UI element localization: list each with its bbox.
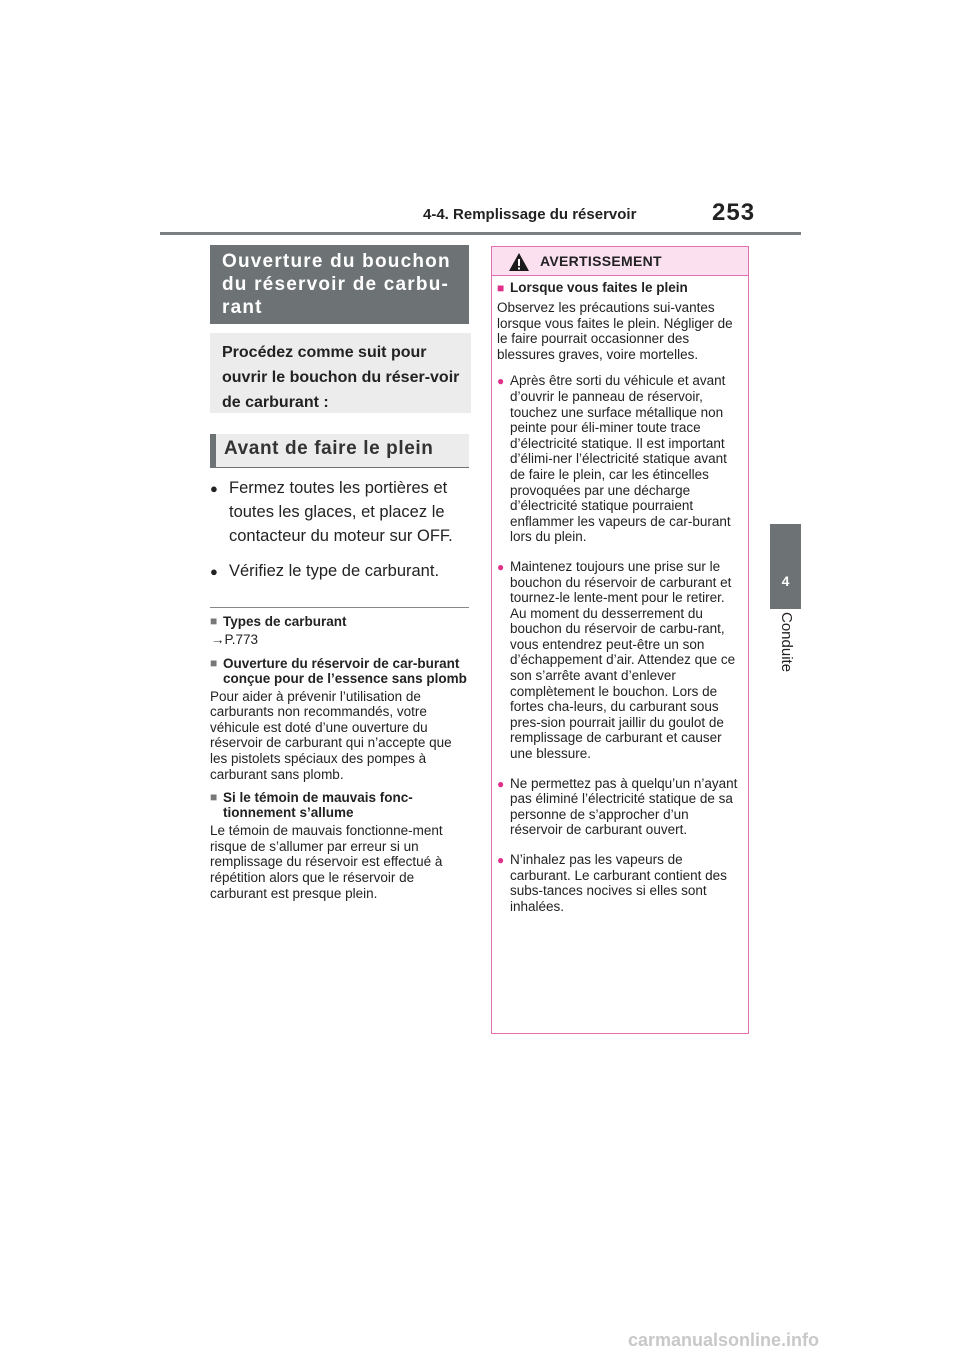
square-bullet-icon: ■ (497, 281, 505, 295)
page-reference[interactable]: →P.773 (211, 632, 259, 647)
chapter-tab (770, 524, 801, 609)
pink-dot-icon: ● (497, 776, 505, 791)
bullet-dot-icon: ● (210, 481, 218, 496)
warning-item-text: Ne permettez pas à quelqu’un n’ayant pas éliminé l’électricité statique de sa personne de s’approcher d’un réservoir de carburant ouvert. (510, 775, 738, 838)
warning-body (497, 280, 743, 928)
list-item (497, 559, 743, 762)
watermark: carmanualsonline.info (628, 1330, 820, 1350)
note-title (210, 790, 468, 820)
chapter-label-wrap (770, 612, 801, 692)
page-number: 253 (712, 199, 756, 226)
note-title-text: Types de carburant (223, 614, 347, 629)
note-title-text: Si le témoin de mauvais fonc-tionnement s’allume (223, 790, 413, 821)
warning-subtitle (497, 280, 743, 296)
warning-triangle-icon (508, 252, 530, 272)
warning-item-text: Après être sorti du véhicule et avant d’ouvrir le panneau de réservoir, touchez une surface métallique non peinte pour éli-miner toute trace d’électricité statique. Il est important d’élimi-ner l’électricité statique avant de faire le plein, car les étincelles provoquées par une décharge d’électricité statique pourraient enflammer les vapeurs de car-burant lors du plein. (510, 373, 731, 545)
list-item (497, 852, 743, 914)
warning-item-text: N’inhalez pas les vapeurs de carburant. Le carburant contient des subs-tances nocives si elles sont inhalées. (510, 852, 727, 914)
notes-section (210, 614, 468, 909)
warning-title: AVERTISSEMENT (540, 253, 662, 269)
divider (210, 607, 469, 608)
chapter-label: Conduite (778, 612, 795, 673)
list-item (497, 776, 743, 838)
bullet-text: Fermez toutes les portières et toutes les glaces, et placez le contacteur du moteur sur OFF. (229, 479, 453, 545)
section-title: 4-4. Remplissage du réservoir (423, 206, 637, 223)
pink-dot-icon: ● (497, 853, 505, 867)
note-text: Pour aider à prévenir l’utilisation de carburants non recommandés, votre véhicule est doté d’une ouverture du réservoir de carburant qui n’accepte que les pistolets spéciaux des pompes à carburant sans plomb. (210, 688, 452, 782)
warning-intro: Observez les précautions sui-vantes lorsque vous faites le plein. Négliger de le faire pourrait occasionner des blessures graves, voire mortelles. (497, 300, 733, 362)
list-item (210, 559, 470, 584)
bullet-text: Vérifiez le type de carburant. (229, 562, 440, 580)
note-title (210, 614, 468, 629)
intro-text: Procédez comme suit pour ouvrir le bouchon du réser-voir de carburant : (222, 344, 460, 411)
warning-subtitle-text: Lorsque vous faites le plein (510, 280, 688, 295)
note-title (210, 656, 468, 686)
list-item (210, 476, 470, 548)
pink-dot-icon: ● (497, 374, 505, 389)
header-rule (160, 232, 801, 235)
note-title-text: Ouverture du réservoir de car-burant conçue pour de l’essence sans plomb (223, 655, 467, 686)
bullet-dot-icon: ● (210, 564, 218, 579)
chapter-number: 4 (781, 573, 790, 589)
list-item (497, 373, 743, 545)
pink-dot-icon: ● (497, 559, 505, 574)
square-bullet-icon: ■ (210, 655, 218, 670)
warning-item-text: Maintenez toujours une prise sur le bouchon du réservoir de carburant et tournez-le lente-ment pour le retirer. Au moment du desserrement du bouchon du réservoir de carbu-rant, vous entendrez peut-être un son d’échappement d’air. Attendez que ce son s’arrête avant d’enlever complètement le bouchon. Lors de fortes cha-leurs, du carburant sous pres-sion pourrait jaillir du goulot de remplissage de carburant et causer une blessure. (510, 558, 736, 762)
bullet-list (210, 476, 470, 595)
note-text: Le témoin de mauvais fonctionne-ment risque de s’allumer par erreur si un remplissage du réservoir est effectué à répétition alors que le réservoir de carburant est presque plein. (210, 823, 443, 901)
square-bullet-icon: ■ (210, 614, 218, 628)
subheading: Avant de faire le plein (224, 438, 434, 459)
main-heading: Ouverture du bouchon du réservoir de carbu-rant (222, 251, 451, 318)
square-bullet-icon: ■ (210, 790, 218, 805)
